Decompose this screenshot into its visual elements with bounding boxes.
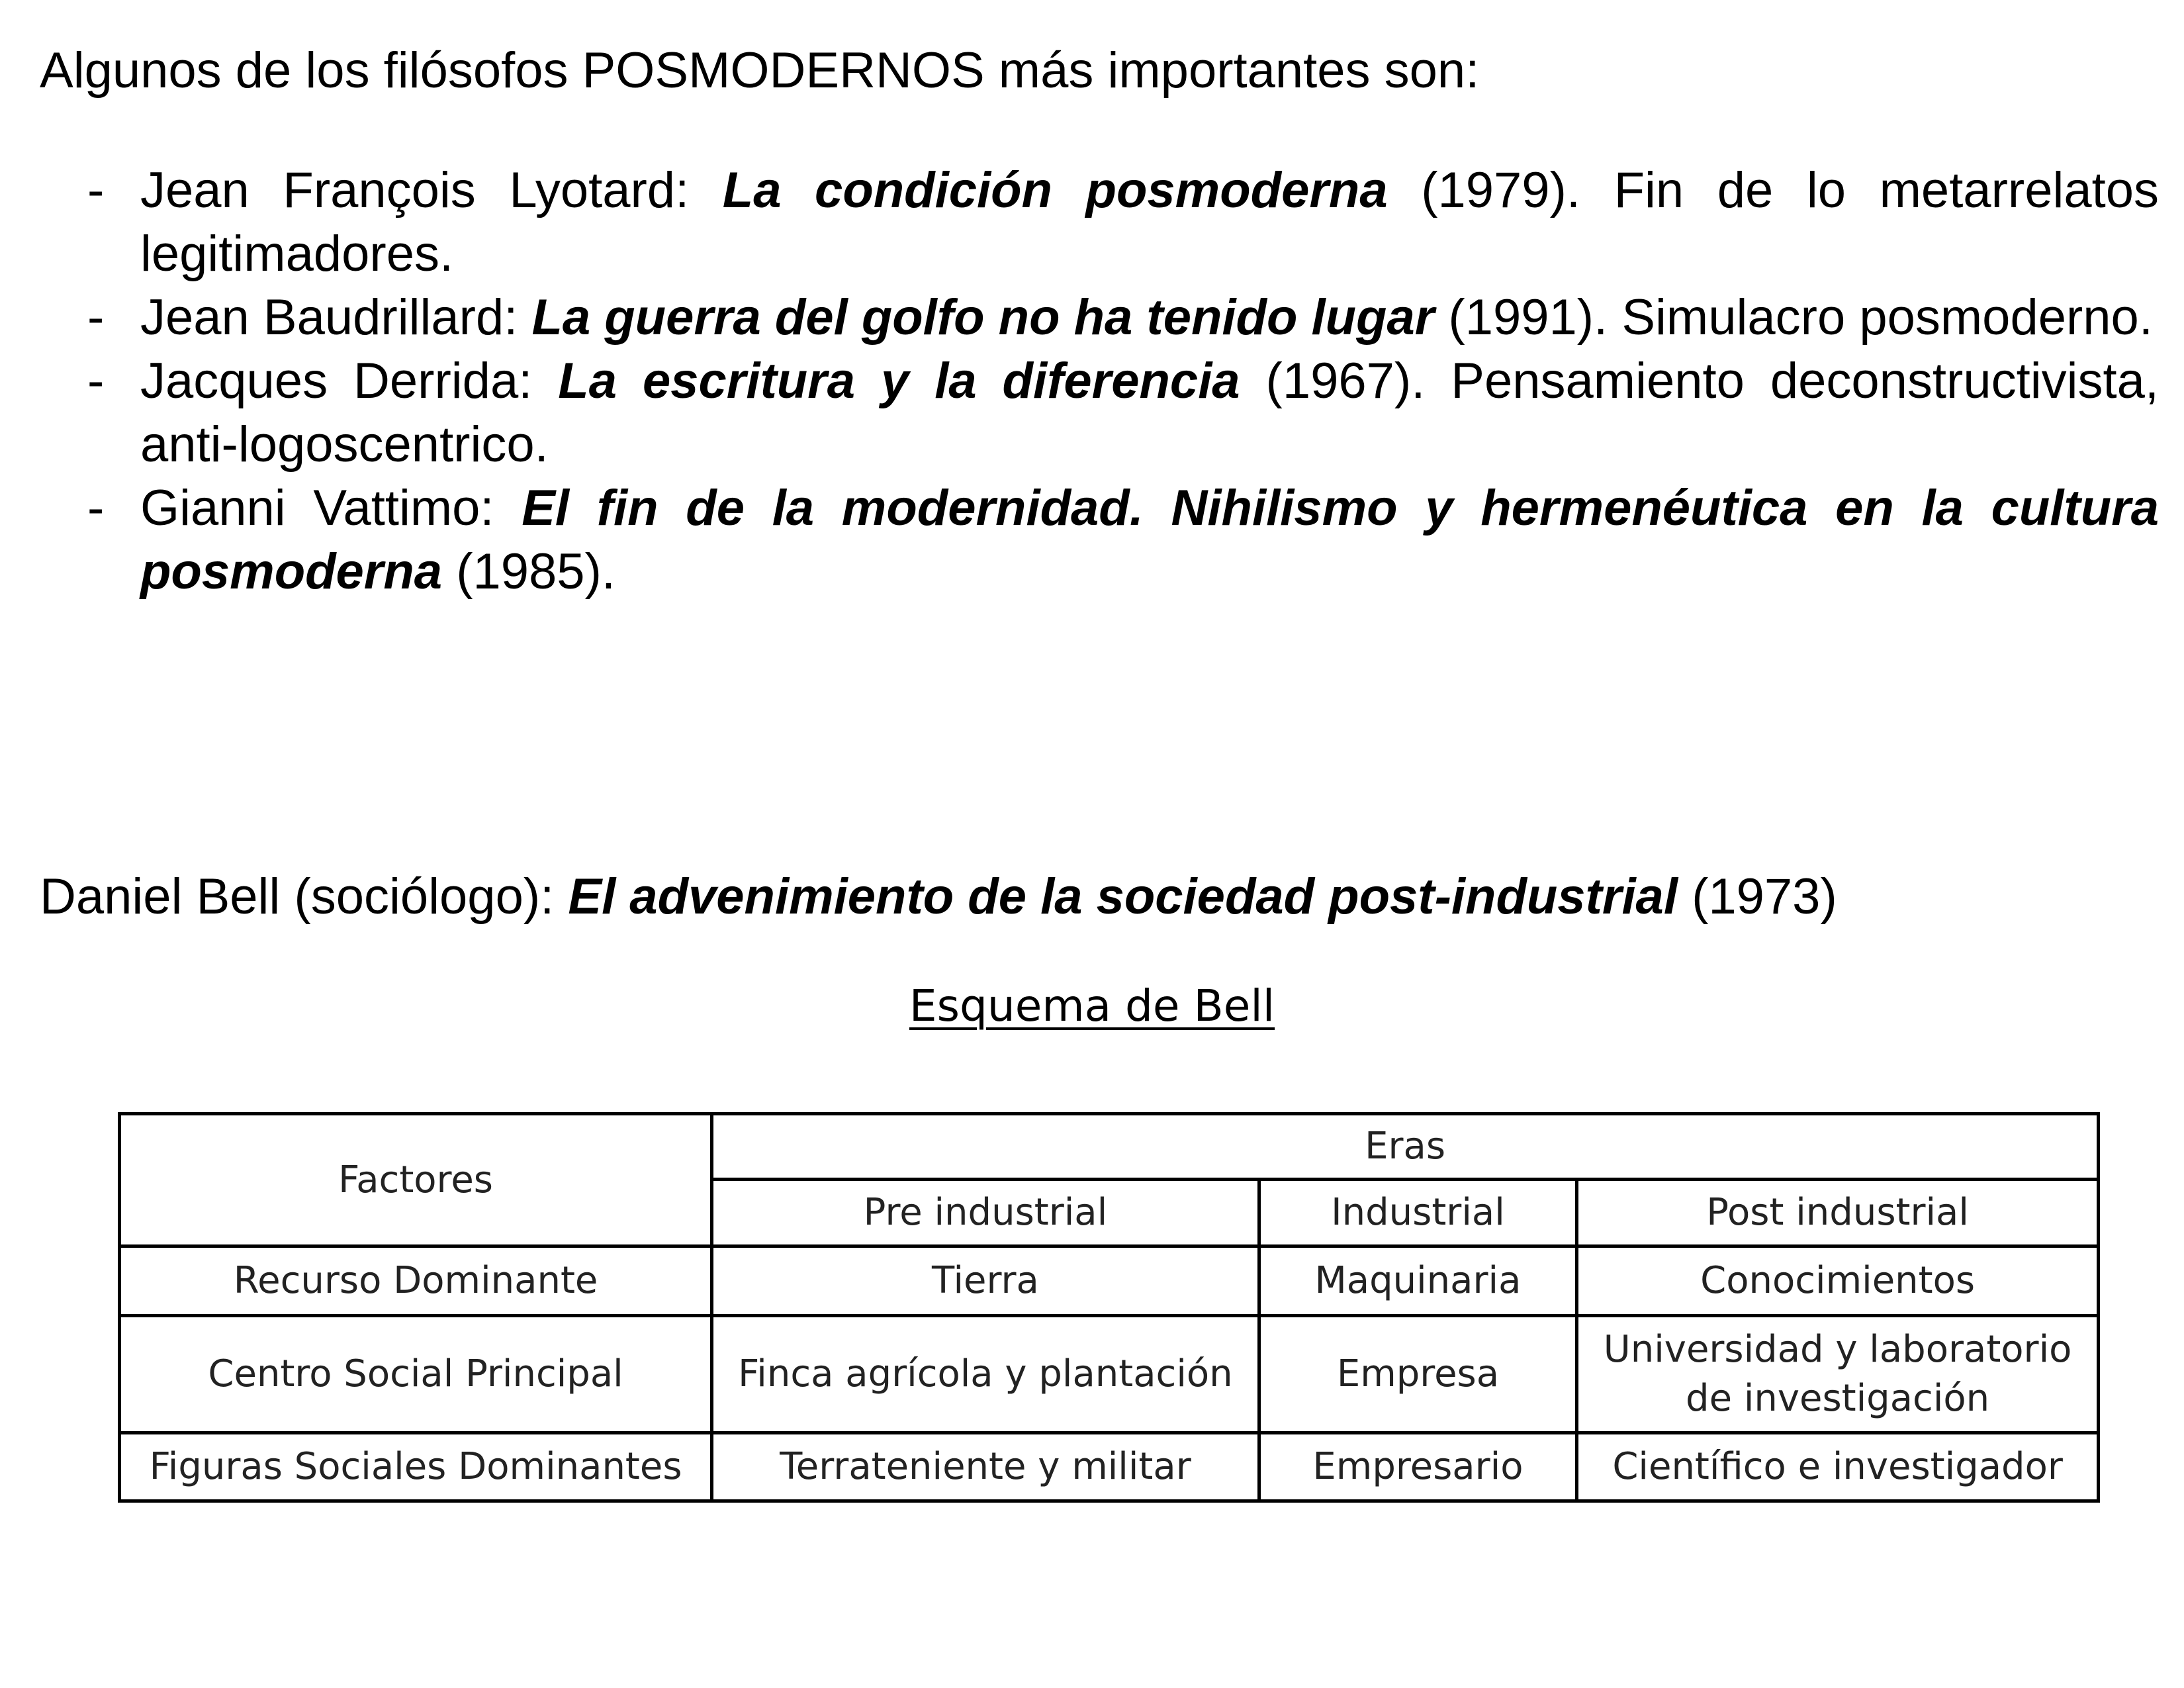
era-header: Post industrial — [1577, 1180, 2099, 1246]
table-cell: Tierra — [712, 1246, 1259, 1316]
work-title: El fin de la modernidad. Nihilismo y hermenéutica en la cultura posmoderna — [140, 480, 2159, 600]
scheme-title-text: Esquema de Bell — [909, 980, 1275, 1031]
table-row — [120, 1316, 2099, 1433]
work-description: (1985). — [442, 543, 615, 600]
list-item — [87, 159, 2159, 286]
bell-reference — [40, 861, 1837, 933]
list-bullet: - — [87, 480, 105, 536]
work-description: (1979). Fin de lo metarrelatos legitimadores. — [140, 162, 2159, 282]
era-header: Industrial — [1259, 1180, 1577, 1246]
table-cell: Conocimientos — [1577, 1246, 2099, 1316]
table-cell: Terrateniente y militar — [712, 1433, 1259, 1501]
table-cell: Maquinaria — [1259, 1246, 1577, 1316]
table-cell: Finca agrícola y plantación — [712, 1316, 1259, 1433]
bell-work-title: El advenimiento de la sociedad post-industrial — [568, 868, 1678, 925]
table-cell: Empresa — [1259, 1316, 1577, 1433]
list-bullet: - — [87, 162, 105, 218]
table-header-row — [120, 1114, 2099, 1180]
bell-author: Daniel Bell (sociólogo): — [40, 868, 569, 925]
work-description: (1991). Simulacro posmoderno. — [1434, 289, 2153, 346]
factor-cell: Centro Social Principal — [120, 1316, 712, 1433]
work-title: La guerra del golfo no ha tenido lugar — [531, 289, 1435, 346]
philosopher-name: Jean Baudrillard: — [140, 289, 532, 346]
era-header: Pre industrial — [712, 1180, 1259, 1246]
list-bullet: - — [87, 353, 105, 409]
table-cell: Científico e investigador — [1577, 1433, 2099, 1501]
list-item — [87, 477, 2159, 604]
philosopher-name: Gianni Vattimo: — [140, 480, 522, 536]
table-cell: Universidad y laboratorio de investigación — [1577, 1316, 2099, 1433]
philosopher-name: Jacques Derrida: — [140, 353, 559, 409]
factor-cell: Recurso Dominante — [120, 1246, 712, 1316]
list-bullet: - — [87, 289, 105, 346]
eras-header: Eras — [712, 1114, 2099, 1180]
table-row — [120, 1433, 2099, 1501]
philosopher-name: Jean François Lyotard: — [140, 162, 723, 218]
work-title: La condición posmoderna — [722, 162, 1388, 218]
scheme-title — [0, 976, 2184, 1036]
list-item — [87, 350, 2159, 477]
work-title: La escritura y la diferencia — [558, 353, 1240, 409]
work-description: (1967). Pensamiento deconstructivista, anti-logoscentrico. — [140, 353, 2160, 473]
table-row — [120, 1246, 2099, 1316]
bell-year: (1973) — [1677, 868, 1837, 925]
bell-scheme-table — [118, 1112, 2100, 1503]
philosopher-list — [87, 159, 2159, 604]
intro-heading: Algunos de los filósofos POSMODERNOS más importantes son: — [40, 42, 1480, 99]
factors-header: Factores — [120, 1114, 712, 1246]
list-item — [87, 286, 2159, 350]
factor-cell: Figuras Sociales Dominantes — [120, 1433, 712, 1501]
table-cell: Empresario — [1259, 1433, 1577, 1501]
